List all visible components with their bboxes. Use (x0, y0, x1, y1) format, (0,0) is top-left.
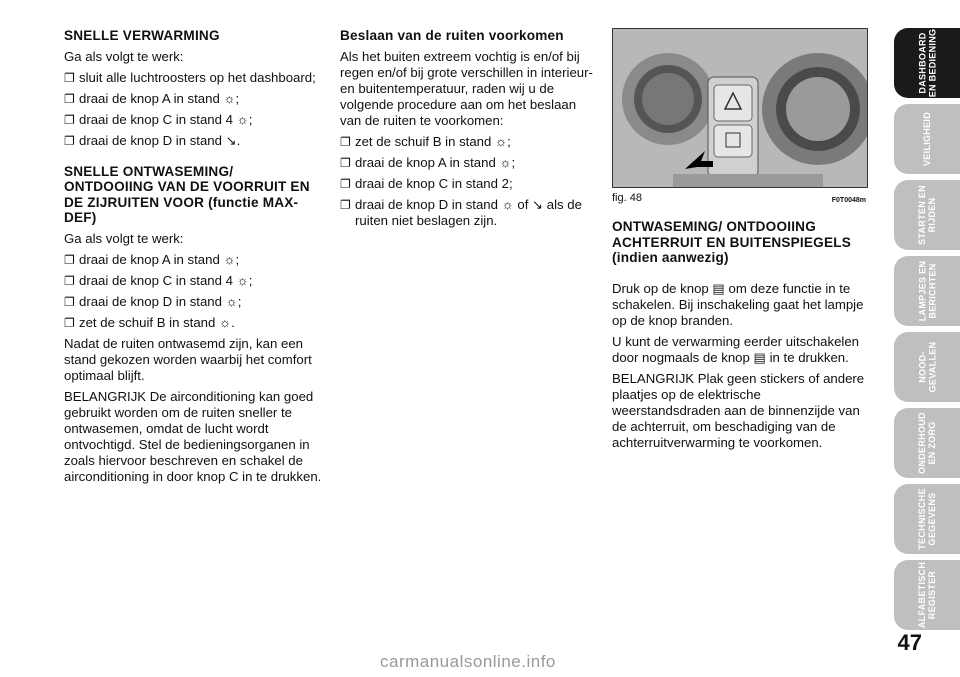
section-tabs (894, 28, 960, 636)
list-item: ❐ draai de knop A in stand ☼; (340, 154, 516, 170)
watermark: carmanualsonline.info (380, 652, 556, 671)
tab-alfabetisch-register[interactable]: ALFABETISCH REGISTER (894, 560, 960, 630)
checkbox-bullet-icon: ❐ (64, 294, 75, 309)
body-paragraph: U kunt de verwarming eerder uitschakelen door nogmaals de knop ▤ in te drukken. (612, 333, 860, 365)
list-item: ❐ sluit alle luchtroosters op het dashboard; (64, 69, 316, 85)
list-item: ❐ draai de knop A in stand ☼; (64, 251, 240, 267)
list-item: ❐ draai de knop D in stand ☼; (64, 293, 242, 309)
checkbox-bullet-icon: ❐ (64, 70, 75, 85)
column-middle (340, 28, 593, 234)
list-item: ❐ draai de knop C in stand 4 ☼; (64, 272, 253, 288)
intro-text: Ga als volgt te werk: (64, 230, 184, 246)
tab-veiligheid[interactable]: VEILIGHEID (894, 104, 960, 174)
important-note: BELANGRIJK De airconditioning kan goed gebruikt worden om de ruiten sneller te ontwasemen, omdat de lucht wordt ontvochtigd. Stel de bedieningsorganen in zoals hiervoor beschreven en schakel de airconditioning in door knop C in te drukken. (64, 388, 322, 484)
tab-starten-en-rijden[interactable]: STARTEN EN RIJDEN (894, 180, 960, 250)
list-item: ❐ draai de knop D in stand ↘. (64, 132, 241, 148)
figure-caption (612, 190, 866, 209)
list-item: ❐ zet de schuif B in stand ☼. (64, 314, 235, 330)
list-item: ❐ draai de knop C in stand 2; (340, 175, 513, 191)
list-item: ❐ zet de schuif B in stand ☼; (340, 133, 511, 149)
body-paragraph: Druk op de knop ▤ om deze functie in te schakelen. Bij inschakeling gaat het lampje op de knop branden. (612, 280, 864, 328)
checkbox-bullet-icon: ❐ (340, 176, 351, 191)
heading-snelle-verwarming: SNELLE VERWARMING (64, 28, 220, 43)
checkbox-bullet-icon: ❐ (64, 112, 75, 127)
important-note: BELANGRIJK Plak geen stickers of andere plaatjes op de elektrische weerstandsdraden aan de binnenzijde van de achterruit, om beschadiging van de achterruitverwarming te voorkomen. (612, 370, 865, 450)
tab-onderhoud-en-zorg[interactable]: ONDERHOUD EN ZORG (894, 408, 960, 478)
heading-achterruit: ONTWASEMING/ ONTDOOIING ACHTERRUIT EN BUITENSPIEGELS (indien aanwezig) (612, 219, 851, 265)
tab-dashboard-en-bediening[interactable]: DASHBOARD EN BEDIENING (894, 28, 960, 98)
checkbox-bullet-icon: ❐ (64, 252, 75, 267)
tab-technische-gegevens[interactable]: TECHNISCHE GEGEVENS (894, 484, 960, 554)
list-item: ❐ draai de knop A in stand ☼; (64, 90, 240, 106)
dashboard-illustration (613, 29, 867, 187)
heading-beslaan: Beslaan van de ruiten voorkomen (340, 28, 564, 43)
tab-noodgevallen[interactable]: NOOD- GEVALLEN (894, 332, 960, 402)
intro-text: Ga als volgt te werk: (64, 48, 184, 64)
body-paragraph: Nadat de ruiten ontwasemd zijn, kan een stand gekozen worden waarbij het comfort optimaal blijft. (64, 335, 312, 383)
list-item: ❐ draai de knop D in stand ☼ of ↘ als de ruiten niet beslagen zijn. (340, 196, 582, 228)
checkbox-bullet-icon: ❐ (64, 133, 75, 148)
page-number: 47 (897, 630, 922, 655)
figure-code: F0T0048m (831, 197, 866, 204)
checkbox-bullet-icon: ❐ (64, 273, 75, 288)
checkbox-bullet-icon: ❐ (340, 197, 351, 212)
checkbox-bullet-icon: ❐ (64, 315, 75, 330)
column-right (612, 28, 868, 456)
checkbox-bullet-icon: ❐ (340, 155, 351, 170)
checkbox-bullet-icon: ❐ (340, 134, 351, 149)
heading-max-def: SNELLE ONTWASEMING/ ONTDOOIING VAN DE VOORRUIT EN DE ZIJRUITEN VOOR (functie MAX-DEF) (64, 163, 310, 225)
figure-48-dashboard-photo (612, 28, 868, 188)
figure-label: fig. 48 (612, 192, 642, 204)
tab-lampjes-en-berichten[interactable]: LAMPJES EN BERICHTEN (894, 256, 960, 326)
list-item: ❐ draai de knop C in stand 4 ☼; (64, 111, 253, 127)
column-left (64, 28, 322, 490)
body-paragraph: Als het buiten extreem vochtig is en/of bij regen en/of bij grote verschillen in interieur- en buitentemperatuur, raden wij u de volgende procedure aan om het beslaan van de ruiten te voorkomen: (340, 48, 593, 128)
checkbox-bullet-icon: ❐ (64, 91, 75, 106)
